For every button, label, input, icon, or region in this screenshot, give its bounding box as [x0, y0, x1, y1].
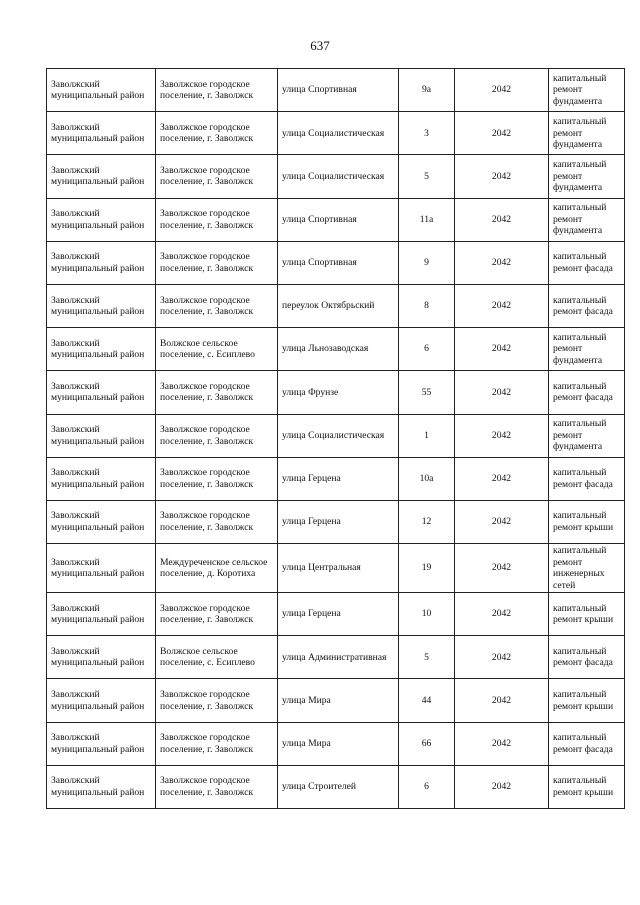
- table-row: [47, 328, 625, 371]
- table-row: [47, 155, 625, 198]
- table-row: [47, 371, 625, 414]
- cell-settlement: Междуреченское сельское поселение, д. Коротиха: [156, 544, 278, 593]
- cell-district: Заволжский муниципальный район: [47, 765, 156, 808]
- table-row: [47, 722, 625, 765]
- cell-street: улица Социалистическая: [278, 414, 399, 457]
- table-row: [47, 284, 625, 327]
- cell-street: улица Герцена: [278, 593, 399, 636]
- cell-work-type: капитальный ремонт крыши: [549, 500, 625, 543]
- cell-district: Заволжский муниципальный район: [47, 500, 156, 543]
- cell-district: Заволжский муниципальный район: [47, 112, 156, 155]
- cell-district: Заволжский муниципальный район: [47, 155, 156, 198]
- cell-year: 2042: [455, 414, 549, 457]
- cell-street: улица Спортивная: [278, 69, 399, 112]
- cell-district: Заволжский муниципальный район: [47, 457, 156, 500]
- cell-work-type: капитальный ремонт инженерных сетей: [549, 544, 625, 593]
- cell-district: Заволжский муниципальный район: [47, 198, 156, 241]
- cell-district: Заволжский муниципальный район: [47, 593, 156, 636]
- table-row: [47, 500, 625, 543]
- cell-settlement: Заволжское городское поселение, г. Заволжск: [156, 112, 278, 155]
- cell-house-number: 11а: [399, 198, 455, 241]
- cell-house-number: 55: [399, 371, 455, 414]
- cell-district: Заволжский муниципальный район: [47, 679, 156, 722]
- cell-district: Заволжский муниципальный район: [47, 722, 156, 765]
- cell-house-number: 6: [399, 328, 455, 371]
- page-number: 637: [310, 38, 330, 53]
- table-row: [47, 198, 625, 241]
- cell-house-number: 10а: [399, 457, 455, 500]
- table-body: [47, 69, 625, 809]
- cell-district: Заволжский муниципальный район: [47, 371, 156, 414]
- cell-settlement: Заволжское городское поселение, г. Заволжск: [156, 593, 278, 636]
- cell-year: 2042: [455, 112, 549, 155]
- cell-work-type: капитальный ремонт крыши: [549, 679, 625, 722]
- cell-work-type: капитальный ремонт фундамента: [549, 69, 625, 112]
- table-row: [47, 544, 625, 593]
- cell-settlement: Заволжское городское поселение, г. Заволжск: [156, 241, 278, 284]
- cell-street: улица Административная: [278, 636, 399, 679]
- cell-house-number: 1: [399, 414, 455, 457]
- cell-work-type: капитальный ремонт фасада: [549, 241, 625, 284]
- cell-house-number: 9а: [399, 69, 455, 112]
- table-row: [47, 636, 625, 679]
- table-row: [47, 765, 625, 808]
- cell-year: 2042: [455, 69, 549, 112]
- cell-street: улица Спортивная: [278, 241, 399, 284]
- cell-house-number: 12: [399, 500, 455, 543]
- cell-settlement: Заволжское городское поселение, г. Заволжск: [156, 500, 278, 543]
- table-row: [47, 112, 625, 155]
- cell-street: улица Спортивная: [278, 198, 399, 241]
- cell-year: 2042: [455, 722, 549, 765]
- cell-settlement: Волжское сельское поселение, с. Есиплево: [156, 636, 278, 679]
- table-row: [47, 69, 625, 112]
- cell-settlement: Заволжское городское поселение, г. Заволжск: [156, 679, 278, 722]
- cell-house-number: 10: [399, 593, 455, 636]
- cell-year: 2042: [455, 593, 549, 636]
- cell-year: 2042: [455, 328, 549, 371]
- cell-year: 2042: [455, 241, 549, 284]
- cell-district: Заволжский муниципальный район: [47, 636, 156, 679]
- cell-house-number: 8: [399, 284, 455, 327]
- cell-work-type: капитальный ремонт фундамента: [549, 414, 625, 457]
- cell-district: Заволжский муниципальный район: [47, 544, 156, 593]
- cell-settlement: Заволжское городское поселение, г. Заволжск: [156, 69, 278, 112]
- cell-work-type: капитальный ремонт крыши: [549, 765, 625, 808]
- cell-house-number: 3: [399, 112, 455, 155]
- cell-settlement: Заволжское городское поселение, г. Заволжск: [156, 284, 278, 327]
- cell-year: 2042: [455, 679, 549, 722]
- cell-work-type: капитальный ремонт фундамента: [549, 155, 625, 198]
- cell-year: 2042: [455, 371, 549, 414]
- cell-house-number: 19: [399, 544, 455, 593]
- cell-work-type: капитальный ремонт фасада: [549, 722, 625, 765]
- cell-street: улица Мира: [278, 679, 399, 722]
- cell-work-type: капитальный ремонт фундамента: [549, 112, 625, 155]
- cell-district: Заволжский муниципальный район: [47, 328, 156, 371]
- cell-year: 2042: [455, 284, 549, 327]
- table-row: [47, 593, 625, 636]
- cell-street: улица Центральная: [278, 544, 399, 593]
- cell-work-type: капитальный ремонт фасада: [549, 284, 625, 327]
- cell-year: 2042: [455, 500, 549, 543]
- cell-year: 2042: [455, 155, 549, 198]
- cell-settlement: Заволжское городское поселение, г. Заволжск: [156, 414, 278, 457]
- cell-street: улица Льнозаводская: [278, 328, 399, 371]
- cell-settlement: Заволжское городское поселение, г. Заволжск: [156, 457, 278, 500]
- cell-street: улица Мира: [278, 722, 399, 765]
- table-row: [47, 679, 625, 722]
- cell-work-type: капитальный ремонт фасада: [549, 636, 625, 679]
- cell-street: улица Герцена: [278, 500, 399, 543]
- cell-work-type: капитальный ремонт фундамента: [549, 328, 625, 371]
- cell-street: переулок Октябрьский: [278, 284, 399, 327]
- cell-district: Заволжский муниципальный район: [47, 284, 156, 327]
- cell-settlement: Волжское сельское поселение, с. Есиплево: [156, 328, 278, 371]
- buildings-repair-table: [46, 68, 625, 809]
- cell-district: Заволжский муниципальный район: [47, 414, 156, 457]
- table-row: [47, 241, 625, 284]
- cell-district: Заволжский муниципальный район: [47, 241, 156, 284]
- cell-settlement: Заволжское городское поселение, г. Заволжск: [156, 155, 278, 198]
- cell-settlement: Заволжское городское поселение, г. Заволжск: [156, 371, 278, 414]
- cell-house-number: 66: [399, 722, 455, 765]
- cell-house-number: 6: [399, 765, 455, 808]
- cell-work-type: капитальный ремонт крыши: [549, 593, 625, 636]
- cell-house-number: 44: [399, 679, 455, 722]
- cell-district: Заволжский муниципальный район: [47, 69, 156, 112]
- cell-street: улица Строителей: [278, 765, 399, 808]
- cell-settlement: Заволжское городское поселение, г. Заволжск: [156, 765, 278, 808]
- cell-street: улица Фрунзе: [278, 371, 399, 414]
- cell-work-type: капитальный ремонт фасада: [549, 371, 625, 414]
- cell-work-type: капитальный ремонт фасада: [549, 457, 625, 500]
- cell-house-number: 5: [399, 155, 455, 198]
- cell-house-number: 9: [399, 241, 455, 284]
- table-row: [47, 457, 625, 500]
- cell-year: 2042: [455, 457, 549, 500]
- cell-settlement: Заволжское городское поселение, г. Заволжск: [156, 198, 278, 241]
- cell-street: улица Социалистическая: [278, 155, 399, 198]
- cell-year: 2042: [455, 765, 549, 808]
- cell-street: улица Социалистическая: [278, 112, 399, 155]
- cell-house-number: 5: [399, 636, 455, 679]
- cell-year: 2042: [455, 636, 549, 679]
- cell-work-type: капитальный ремонт фундамента: [549, 198, 625, 241]
- cell-year: 2042: [455, 544, 549, 593]
- table-row: [47, 414, 625, 457]
- cell-year: 2042: [455, 198, 549, 241]
- cell-street: улица Герцена: [278, 457, 399, 500]
- cell-settlement: Заволжское городское поселение, г. Заволжск: [156, 722, 278, 765]
